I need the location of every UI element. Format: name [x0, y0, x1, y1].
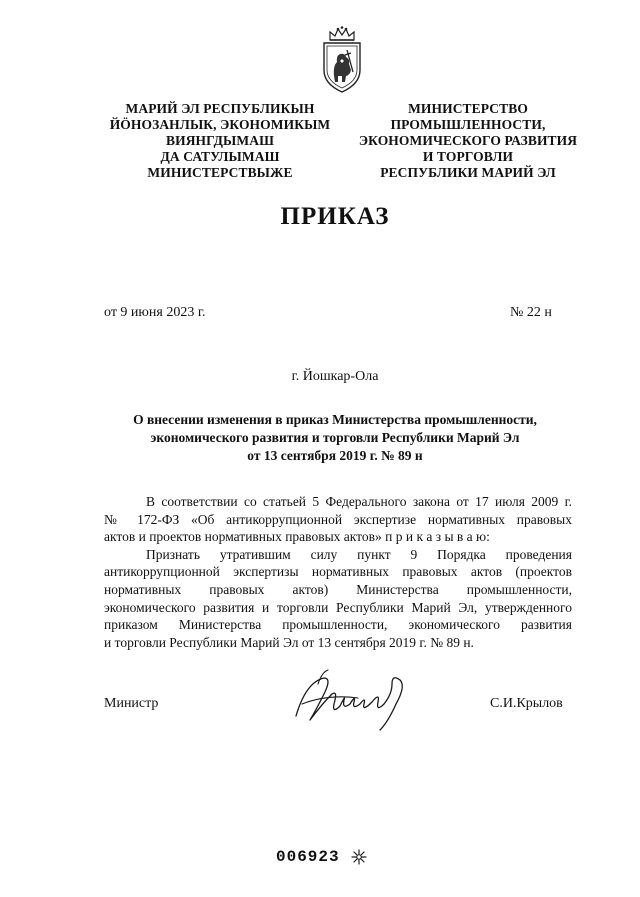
document-title: ПРИКАЗ: [280, 203, 390, 230]
header-right-line: ПРОМЫШЛЕННОСТИ,: [390, 117, 546, 132]
ministry-name-russian: [333, 101, 603, 181]
header-right-line: МИНИСТЕРСТВО: [408, 101, 528, 116]
snowflake-star-icon: [350, 848, 368, 866]
order-body: [104, 493, 572, 651]
body-line: Признать утратившим силу пункт 9 Порядка проведения: [146, 546, 572, 562]
body-line: и торговли Республики Марий Эл от 13 сентября 2019 г. № 89 н.: [104, 634, 474, 650]
body-line: № 172-ФЗ «Об антикоррупционной экспертизе нормативных правовых: [104, 511, 572, 527]
body-line: нормативных правовых актов) Министерства промышленности,: [104, 581, 572, 597]
subject-line: от 13 сентября 2019 г. № 89 н: [247, 448, 423, 463]
signatory-role: Министр: [104, 696, 159, 711]
header-left-line: МАРИЙ ЭЛ РЕСПУБЛИКЫН: [125, 101, 315, 116]
header-right-line: И ТОРГОВЛИ: [422, 149, 514, 164]
subject-line: экономического развития и торговли Республики Марий Эл: [150, 430, 520, 445]
header-left-line: ЙӦНОЗАНЛЫК, ЭКОНОМИКЫМ: [109, 117, 331, 132]
body-line: В соответствии со статьей 5 Федерального закона от 17 июля 2009 г.: [146, 494, 572, 509]
order-number: № 22 н: [510, 305, 552, 320]
header-right-line: РЕСПУБЛИКИ МАРИЙ ЭЛ: [380, 165, 556, 180]
order-city: г. Йошкар-Ола: [291, 369, 379, 384]
header-left-line: ДА САТУЛЫМАШ: [160, 149, 280, 164]
serial-number: 006923: [276, 848, 340, 866]
body-line: приказом Министерства промышленности, экономического развития: [104, 617, 572, 633]
handwritten-signature-icon: [288, 664, 428, 734]
subject-line: О внесении изменения в приказ Министерства промышленности,: [133, 412, 537, 427]
header-left-line: ВИЯНГДЫМАШ: [165, 133, 275, 148]
coat-of-arms-icon: [318, 26, 366, 94]
body-line: экономического развития и торговли Республики Марий Эл, утвержденного: [104, 599, 572, 615]
ministry-name-mari: [100, 101, 340, 181]
body-line: антикоррупционной экспертизы нормативных правовых актов (проектов: [104, 564, 572, 580]
body-line: актов и проектов нормативных правовых актов» п р и к а з ы в а ю:: [104, 529, 490, 545]
header-left-line: МИНИСТЕРСТВЫЖЕ: [147, 165, 293, 180]
order-subject: [80, 411, 590, 465]
signatory-name: С.И.Крылов: [490, 696, 563, 711]
order-date: от 9 июня 2023 г.: [104, 305, 206, 320]
header-right-line: ЭКОНОМИЧЕСКОГО РАЗВИТИЯ: [358, 133, 578, 148]
